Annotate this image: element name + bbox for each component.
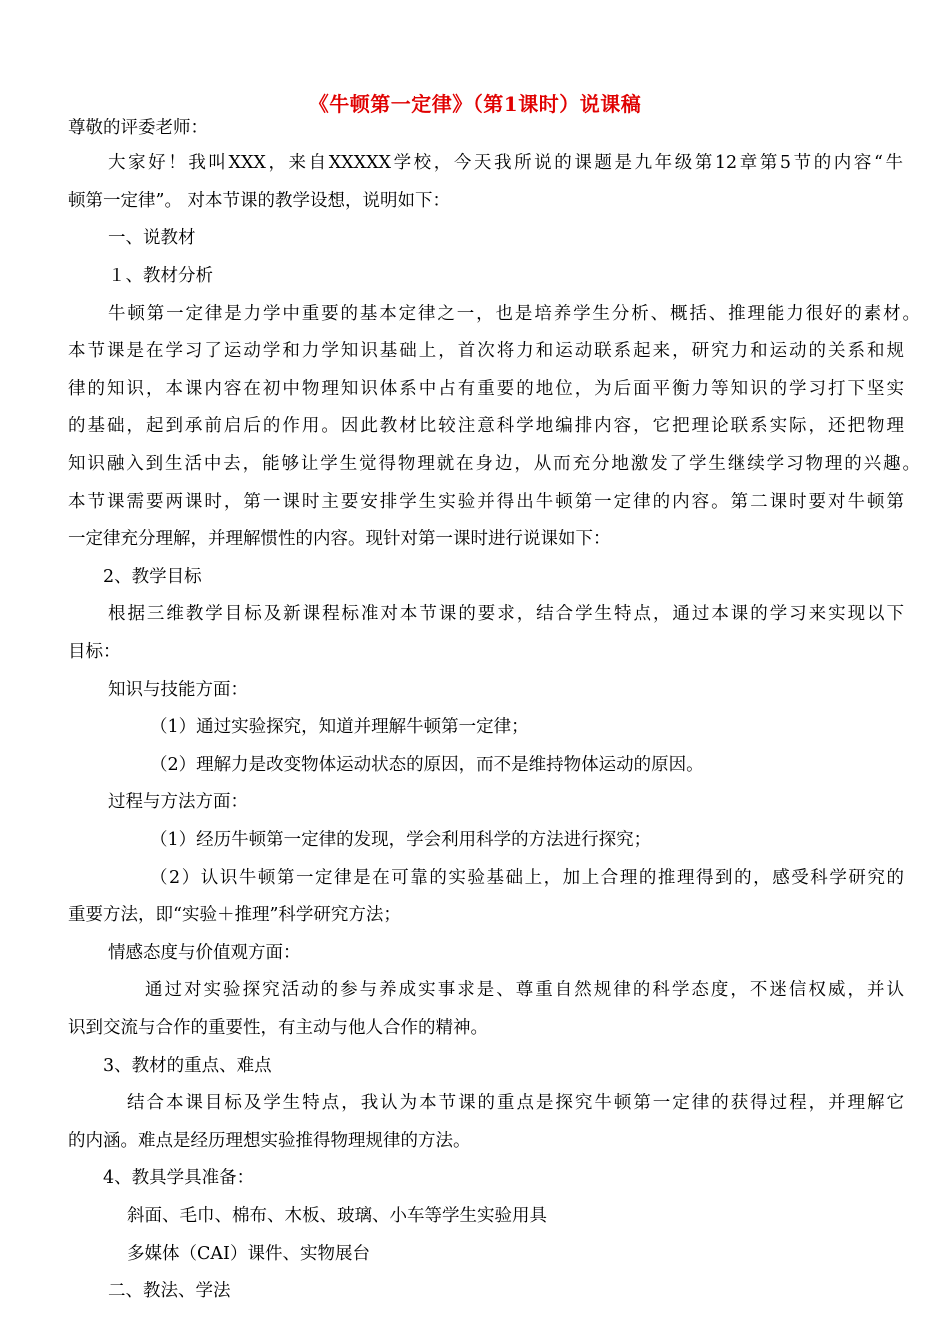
section-heading-1: 一、说教材 bbox=[108, 228, 196, 248]
analysis-line-4: 的基础，起到承前启后的作用。因此教材比较注意科学地编排内容，它把理论联系实际，还把物理 bbox=[68, 416, 904, 436]
knowledge-item-2: （2）理解力是改变物体运动状态的原因，而不是维持物体运动的原因。 bbox=[150, 755, 704, 775]
intro-line-2: 顿第一定律”。 对本节课的教学设想，说明如下： bbox=[68, 191, 451, 211]
process-item-1: （1）经历牛顿第一定律的发现，学会利用科学的方法进行探究； bbox=[150, 830, 652, 850]
section-heading-2: 二、教法、学法 bbox=[108, 1281, 231, 1301]
greeting: 尊敬的评委老师： bbox=[68, 118, 208, 138]
analysis-line-3: 律的知识，本课内容在初中物理知识体系中占有重要的地位，为后面平衡力等知识的学习打下坚实 bbox=[68, 379, 904, 399]
goals-intro-line-1: 根据三维教学目标及新课程标准对本节课的要求，结合学生特点，通过本课的学习来实现以下 bbox=[108, 604, 904, 624]
analysis-line-7: 一定律充分理解，并理解惯性的内容。现针对第一课时进行说课如下： bbox=[68, 529, 611, 549]
analysis-line-1: 牛顿第一定律是力学中重要的基本定律之一，也是培养学生分析、概括、推理能力很好的素材。 bbox=[108, 304, 920, 324]
emotion-heading: 情感态度与价值观方面： bbox=[108, 943, 301, 963]
tools-line-2: 多媒体（CAI）课件、实物展台 bbox=[127, 1244, 370, 1264]
subheading-2: 2、教学目标 bbox=[103, 567, 202, 587]
analysis-line-2: 本节课是在学习了运动学和力学知识基础上，首次将力和运动联系起来，研究力和运动的关系和规 bbox=[68, 341, 904, 361]
intro-line-1: 大家好！我叫XXX，来自XXXXX学校，今天我所说的课题是九年级第12章第5节的内容“牛 bbox=[108, 153, 903, 173]
analysis-line-5: 知识融入到生活中去，能够让学生觉得物理就在身边，从而充分地激发了学生继续学习物理的兴趣。 bbox=[68, 454, 920, 474]
tools-line-1: 斜面、毛巾、棉布、木板、玻璃、小车等学生实验用具 bbox=[127, 1206, 547, 1226]
subheading-4: 4、教具学具准备： bbox=[103, 1168, 255, 1188]
goals-intro-line-2: 目标： bbox=[68, 642, 121, 662]
knowledge-heading: 知识与技能方面： bbox=[108, 680, 248, 700]
keypoints-line-1: 结合本课目标及学生特点，我认为本节课的重点是探究牛顿第一定律的获得过程，并理解它 bbox=[127, 1093, 904, 1113]
process-item-2-line-1: （2）认识牛顿第一定律是在可靠的实验基础上，加上合理的推理得到的，感受科学研究的 bbox=[150, 868, 904, 888]
keypoints-line-2: 的内涵。难点是经历理想实验推得物理规律的方法。 bbox=[68, 1131, 471, 1151]
subheading-1: １、教材分析 bbox=[108, 266, 213, 286]
process-heading: 过程与方法方面： bbox=[108, 792, 248, 812]
analysis-line-6: 本节课需要两课时，第一课时主要安排学生实验并得出牛顿第一定律的内容。第二课时要对牛顿第 bbox=[68, 492, 904, 512]
subheading-3: 3、教材的重点、难点 bbox=[103, 1056, 272, 1076]
document-title: 《牛顿第一定律》（第1课时）说课稿 bbox=[308, 92, 642, 116]
emotion-line-1: 通过对实验探究活动的参与养成实事求是、尊重自然规律的科学态度，不迷信权威，并认 bbox=[145, 980, 904, 1000]
process-item-2-line-2: 重要方法，即“实验＋推理”科学研究方法； bbox=[68, 905, 401, 925]
knowledge-item-1: （1）通过实验探究，知道并理解牛顿第一定律； bbox=[150, 717, 529, 737]
emotion-line-2: 识到交流与合作的重要性，有主动与他人合作的精神。 bbox=[68, 1018, 488, 1038]
